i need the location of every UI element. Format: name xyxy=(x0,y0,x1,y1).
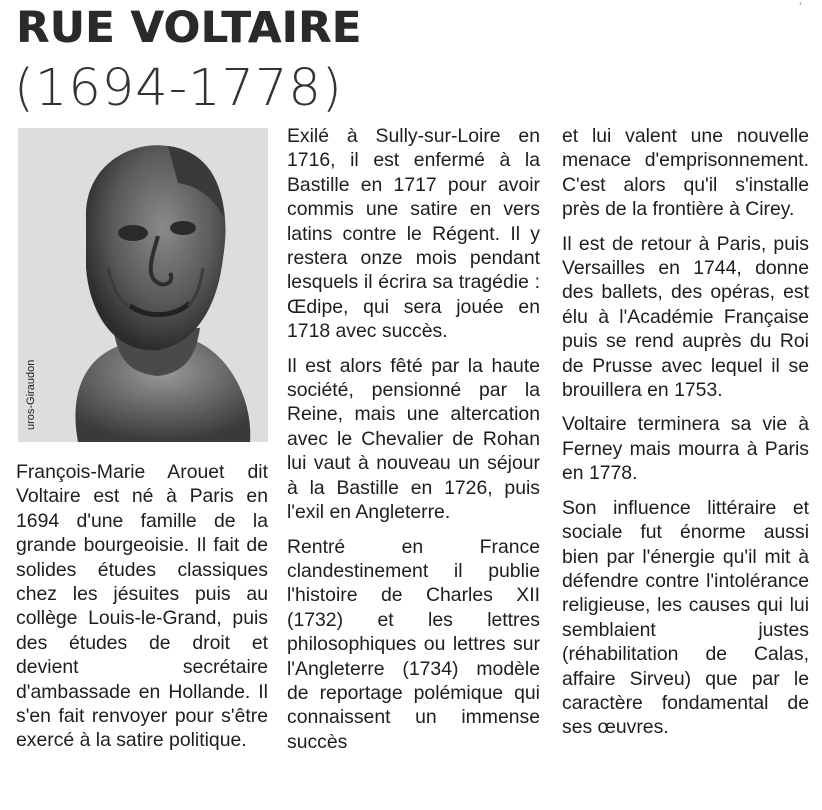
column-1 xyxy=(16,460,268,753)
paragraph-ferney: Voltaire terminera sa vie à Ferney mais mourra à Paris en 1778. xyxy=(562,413,809,485)
paragraph-cirey: et lui valent une nouvelle menace d'emprisonnement. C'est alors qu'il s'installe près de la frontière à Cirey. xyxy=(562,125,809,221)
voltaire-bust-image xyxy=(18,128,268,442)
photo-credit: uros-Giraudon xyxy=(25,359,37,430)
paragraph-exile: Exilé à Sully-sur-Loire en 1716, il est enfermé à la Bastille en 1717 pour avoir commis une satire en vers latins contre le Régent. Il y restera onze mois pendant lesquels il écrira sa tragédie : Œdipe, qui sera jouée en 1718 avec succès. xyxy=(287,125,540,343)
paragraph-return: Rentré en France clandestinement il publie l'histoire de Charles XII (1732) et les lettres philosophiques ou lettres sur l'Angleterre (1734) modèle de reportage polémique qui connaissent un immense succès xyxy=(287,535,540,753)
paragraph-early-life: François-Marie Arouet dit Voltaire est né à Paris en 1694 d'une famille de la grande bourgeoisie. Il fait de solides études classiques chez les jésuites puis au collège Louis-le-Grand, puis des études de droit et devient secrétaire d'ambassade en Hollande. Il s'en fait renvoyer pour s'être exercé à la satire politique. xyxy=(16,461,268,752)
paragraph-society: Il est alors fêté par la haute société, pensionné par la Reine, mais une altercation avec le Chevalier de Rohan lui vaut à nouveau un séjour à la Bastille en 1726, puis l'exil en Angleterre. xyxy=(287,354,540,524)
paragraph-versailles: Il est de retour à Paris, puis Versailles en 1744, donne des ballets, des opéras, est élu à l'Académie Française puis se rend auprès du Roi de Prusse avec lequel il se brouillera en 1753. xyxy=(562,232,809,402)
corner-mark: ʼ xyxy=(799,0,802,14)
column-2 xyxy=(287,124,540,754)
article-title: RUE VOLTAIRE xyxy=(16,3,362,53)
paragraph-influence: Son influence littéraire et sociale fut énorme aussi bien par l'énergie qu'il mit à défendre contre l'intolérance religieuse, les causes qui lui semblaient justes (réhabilitation de Calas, affaire Sirveu) que par le caractère fondamental de ses œuvres. xyxy=(562,496,809,739)
bust-illustration xyxy=(18,128,268,442)
column-3 xyxy=(562,124,809,740)
life-dates: (1694-1778) xyxy=(14,59,343,118)
